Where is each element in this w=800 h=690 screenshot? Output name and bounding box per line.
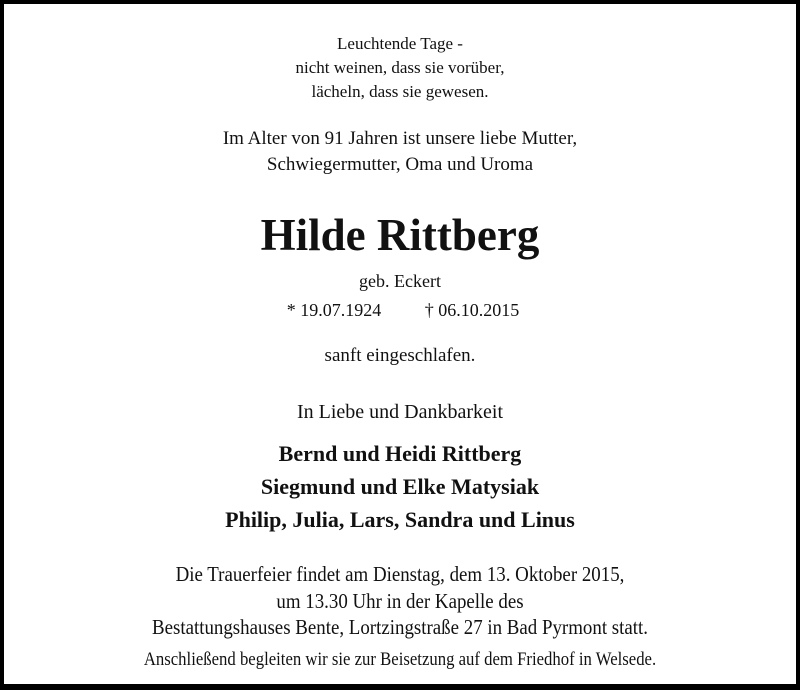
birth-date: * 19.07.1924	[286, 300, 382, 320]
family-line: Siegmund und Elke Matysiak	[260, 474, 540, 499]
poem-line: nicht weinen, dass sie vorüber,	[295, 58, 505, 77]
service-line: Die Trauerfeier findet am Dienstag, dem 13. Oktober 2015,	[175, 562, 625, 586]
death-date: † 06.10.2015	[424, 300, 520, 320]
family-line: Bernd und Heidi Rittberg	[278, 441, 522, 466]
family-line: Philip, Julia, Lars, Sandra und Linus	[225, 507, 575, 532]
service-line: Bestattungshauses Bente, Lortzingstraße 27 in Bad Pyrmont statt.	[151, 615, 649, 639]
passing-text: sanft eingeschlafen.	[324, 345, 476, 366]
closing-text: In Liebe und Dankbarkeit	[296, 401, 504, 423]
poem-line: Leuchtende Tage -	[337, 34, 463, 53]
maiden-name: geb. Eckert	[359, 271, 441, 291]
intro-line: Im Alter von 91 Jahren ist unsere liebe Mutter,	[222, 128, 578, 149]
poem-line: lächeln, dass sie gewesen.	[311, 82, 489, 101]
service-line: um 13.30 Uhr in der Kapelle des	[276, 589, 524, 613]
deceased-name: Hilde Rittberg	[260, 210, 540, 260]
burial-line: Anschließend begleiten wir sie zur Beisetzung auf dem Friedhof in Welsede.	[143, 649, 657, 670]
intro-line: Schwiegermutter, Oma und Uroma	[266, 154, 534, 175]
